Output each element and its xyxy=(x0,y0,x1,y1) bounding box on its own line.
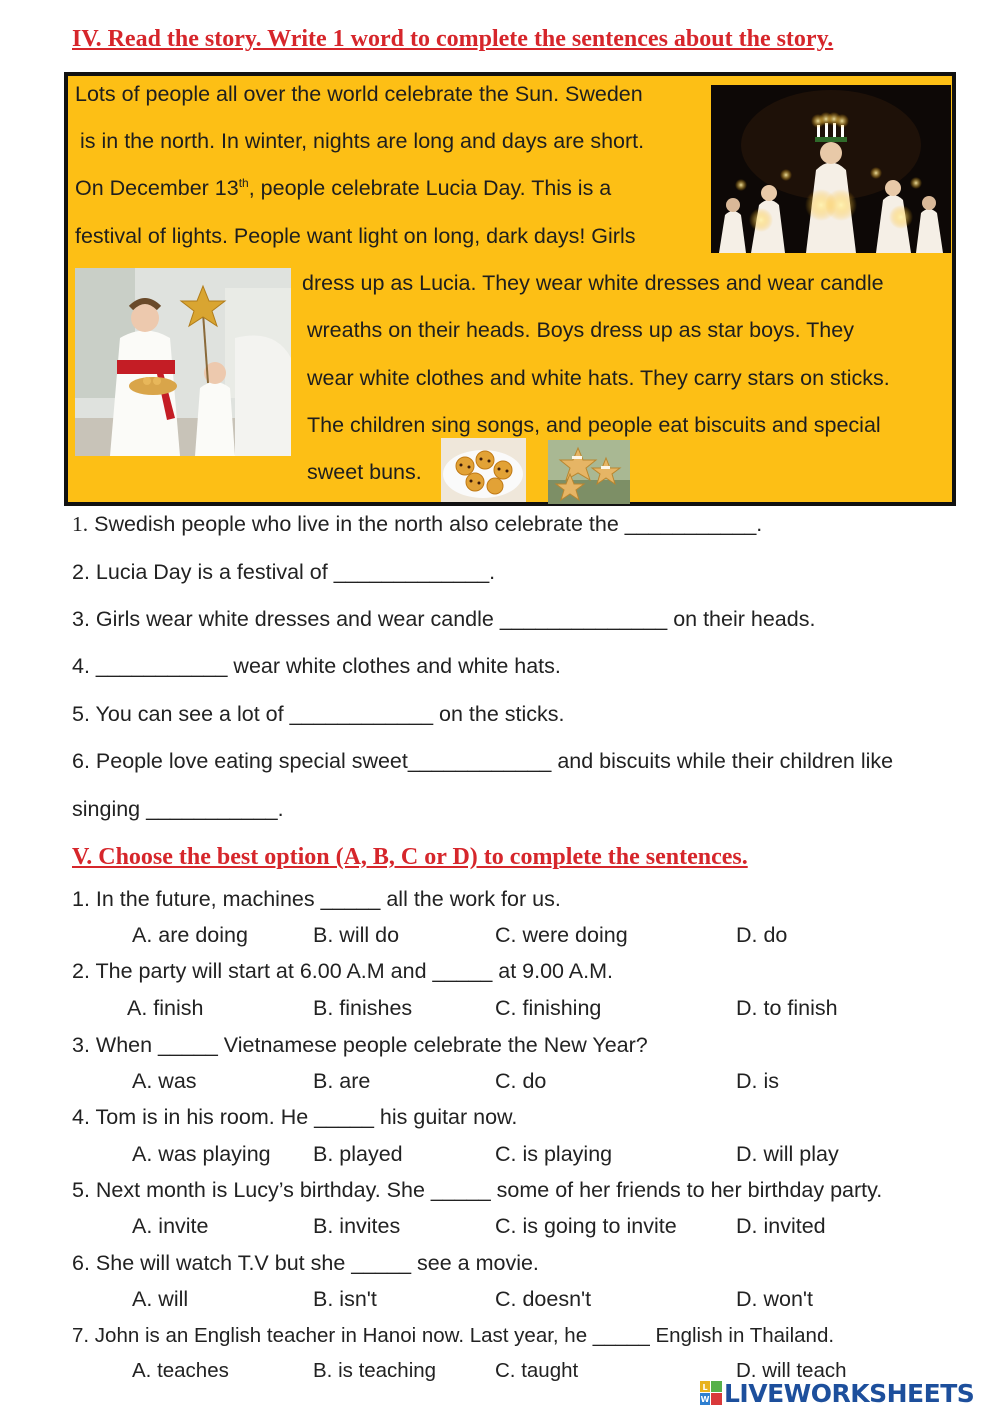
mc-question-4-option-d: D. will play xyxy=(736,1142,839,1166)
mc-question-5-option-d: D. invited xyxy=(736,1214,826,1238)
sweet-buns-photo xyxy=(441,438,526,502)
mc-question-7-option-b: B. is teaching xyxy=(313,1359,437,1382)
story-question-2: 2. Lucia Day is a festival of _____________. xyxy=(72,560,496,584)
story-line-6: wreaths on their heads. Boys dress up as star boys. They xyxy=(307,318,854,342)
mc-question-1-option-c: C. were doing xyxy=(495,923,628,947)
mc-question-6: 6. She will watch T.V but she _____ see a movie. xyxy=(72,1251,539,1275)
mc-question-7-option-c: C. taught xyxy=(495,1359,579,1382)
mc-question-3-option-d: D. is xyxy=(736,1069,779,1093)
story-question-1: 1. Swedish people who live in the north also celebrate the ___________. xyxy=(72,512,763,536)
mc-question-7: 7. John is an English teacher in Hanoi now. Last year, he _____ English in Thailand. xyxy=(72,1324,835,1347)
mc-question-5-option-b: B. invites xyxy=(313,1214,401,1238)
mc-question-1: 1. In the future, machines _____ all the work for us. xyxy=(72,887,561,911)
story-question-5: 5. You can see a lot of ____________ on the sticks. xyxy=(72,702,565,726)
story-line-7: wear white clothes and white hats. They carry stars on sticks. xyxy=(307,366,890,390)
story-line-4: festival of lights. People want light on long, dark days! Girls xyxy=(75,224,636,248)
mc-question-2-option-a: A. finish xyxy=(127,996,204,1020)
story-line-8: The children sing songs, and people eat biscuits and special xyxy=(307,413,881,437)
mc-question-7-option-d: D. will teach xyxy=(736,1359,847,1382)
mc-question-1-option-d: D. do xyxy=(736,923,788,947)
liveworksheets-logo xyxy=(700,1378,974,1408)
story-line-3: On December 13th, people celebrate Lucia Day. This is a xyxy=(75,176,612,201)
mc-question-3-option-c: C. do xyxy=(495,1069,547,1093)
mc-question-2-option-b: B. finishes xyxy=(313,996,413,1020)
liveworksheets-logo-text: LIVEWORKSHEETS xyxy=(724,1378,975,1408)
mc-question-1-option-b: B. will do xyxy=(313,923,400,947)
mc-question-2: 2. The party will start at 6.00 A.M and _____ at 9.00 A.M. xyxy=(72,959,613,983)
mc-question-3-option-a: A. was xyxy=(132,1069,197,1093)
story-question-6-continued: singing ___________. xyxy=(72,797,284,821)
story-question-4: 4. ___________ wear white clothes and white hats. xyxy=(72,654,561,678)
mc-question-6-option-d: D. won't xyxy=(736,1287,813,1311)
story-box xyxy=(64,72,956,506)
mc-question-5: 5. Next month is Lucy’s birthday. She _____ some of her friends to her birthday party. xyxy=(72,1178,883,1202)
section-v-heading: V. Choose the best option (A, B, C or D) to complete the sentences. xyxy=(72,844,748,870)
star-biscuits-photo xyxy=(548,440,630,504)
mc-question-2-option-d: D. to finish xyxy=(736,996,838,1020)
lucia-procession-photo xyxy=(711,85,951,253)
logo-letter-l: L xyxy=(702,1383,708,1392)
mc-question-7-option-a: A. teaches xyxy=(132,1359,229,1382)
mc-question-2-option-c: C. finishing xyxy=(495,996,602,1020)
liveworksheets-logo-icon xyxy=(700,1381,722,1405)
mc-question-5-option-c: C. is going to invite xyxy=(495,1214,677,1238)
mc-question-4: 4. Tom is in his room. He _____ his guitar now. xyxy=(72,1105,518,1129)
mc-question-1-option-a: A. are doing xyxy=(132,923,248,947)
mc-question-6-option-b: B. isn't xyxy=(313,1287,377,1311)
mc-question-6-option-a: A. will xyxy=(132,1287,189,1311)
mc-question-5-option-a: A. invite xyxy=(132,1214,209,1238)
mc-question-4-option-c: C. is playing xyxy=(495,1142,613,1166)
mc-question-6-option-c: C. doesn't xyxy=(495,1287,592,1311)
mc-question-4-option-b: B. played xyxy=(313,1142,403,1166)
story-line-9: sweet buns. xyxy=(307,460,422,484)
mc-question-3-option-b: B. are xyxy=(313,1069,371,1093)
section-iv-heading: IV. Read the story. Write 1 word to complete the sentences about the story. xyxy=(72,26,834,52)
logo-letter-w: W xyxy=(700,1395,710,1404)
story-line-1: Lots of people all over the world celebrate the Sun. Sweden xyxy=(75,82,643,106)
story-line-5: dress up as Lucia. They wear white dresses and wear candle xyxy=(302,271,884,295)
mc-question-3: 3. When _____ Vietnamese people celebrate the New Year? xyxy=(72,1033,648,1057)
story-question-3: 3. Girls wear white dresses and wear candle ______________ on their heads. xyxy=(72,607,816,631)
lucia-children-photo xyxy=(75,268,291,456)
story-line-2: is in the north. In winter, nights are long and days are short. xyxy=(80,129,645,153)
mc-question-4-option-a: A. was playing xyxy=(132,1142,271,1166)
story-question-6: 6. People love eating special sweet____________ and biscuits while their children like xyxy=(72,749,894,773)
